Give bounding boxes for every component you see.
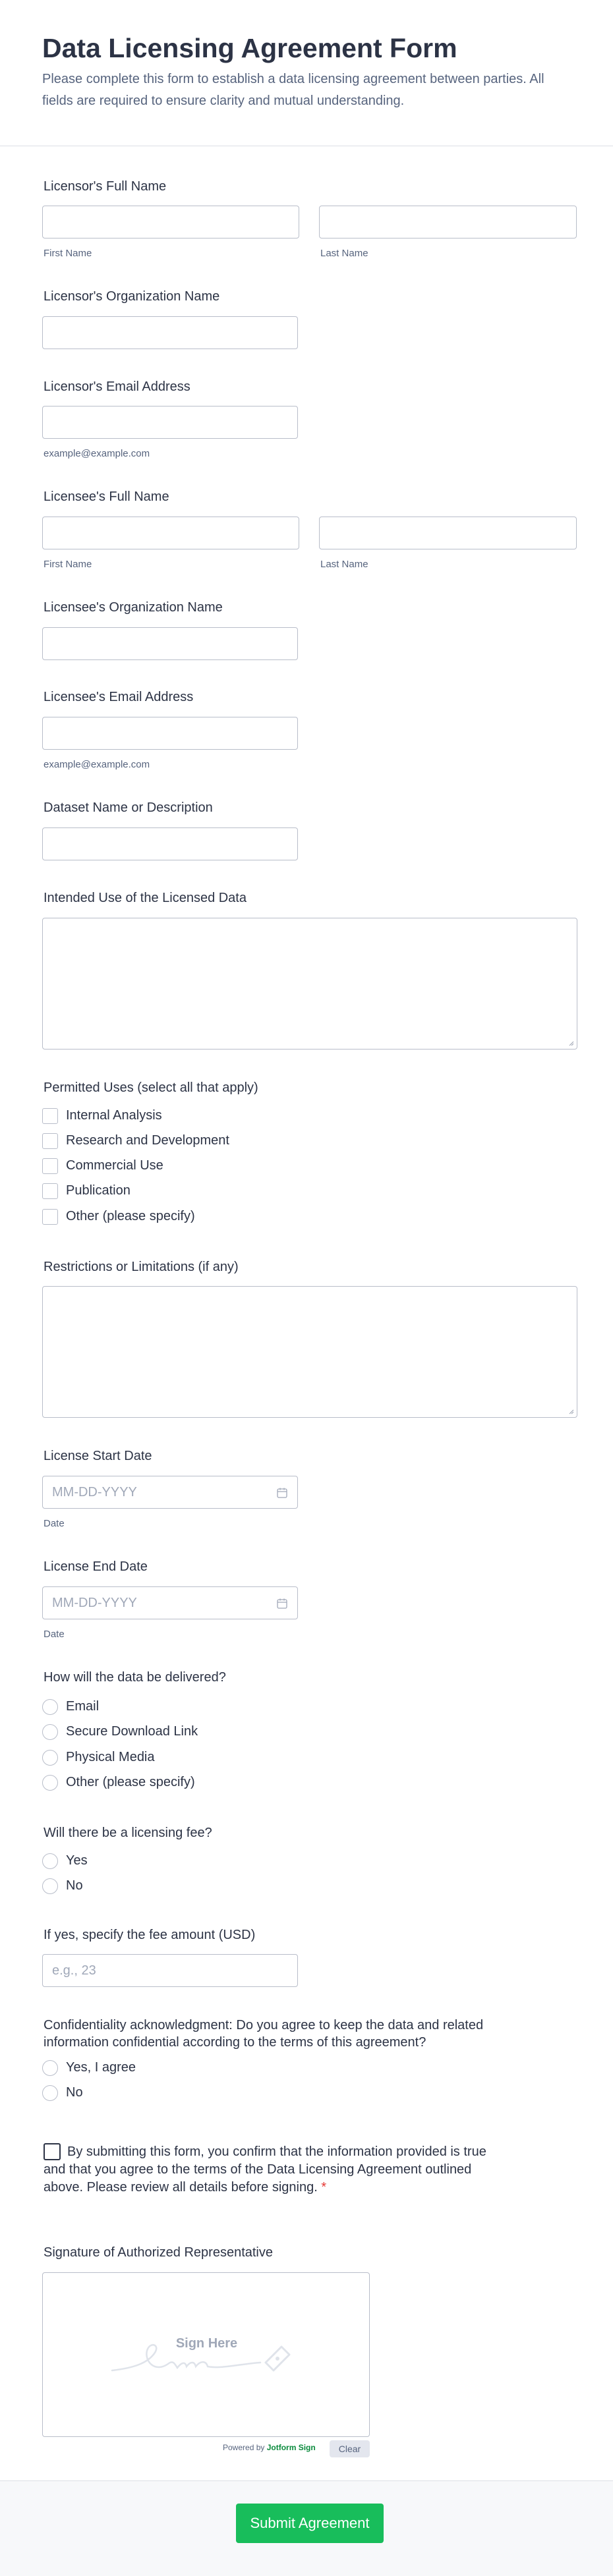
fee-label: Will there be a licensing fee? xyxy=(44,1826,212,1840)
restrictions-textarea[interactable] xyxy=(42,1286,577,1418)
radio[interactable] xyxy=(42,1775,58,1791)
permitted-uses-label: Permitted Uses (select all that apply) xyxy=(44,1080,258,1095)
submit-button[interactable]: Submit Agreement xyxy=(236,2504,384,2543)
checkbox[interactable] xyxy=(42,1108,58,1124)
licensee-email-sublabel: example@example.com xyxy=(44,759,150,770)
form-subtitle: Please complete this form to establish a data licensing agreement between parties. All fields are required to ensure clarity and mutual understanding. xyxy=(42,72,544,108)
form-title: Data Licensing Agreement Form xyxy=(42,33,457,63)
confidentiality-label: Confidentiality acknowledgment: Do you agree to keep the data and related information confidential according to the terms of this agreement? xyxy=(44,2018,484,2050)
licensee-email-label: Licensee's Email Address xyxy=(44,690,194,704)
licensor-name-label: Licensor's Full Name xyxy=(44,179,167,194)
licensee-last-name-sublabel: Last Name xyxy=(320,559,368,570)
radio[interactable] xyxy=(42,1853,58,1869)
fee-amount-placeholder: e.g., 23 xyxy=(52,1963,96,1978)
radio[interactable] xyxy=(42,1699,58,1715)
checkbox[interactable] xyxy=(42,1209,58,1225)
calendar-icon[interactable] xyxy=(276,1487,288,1499)
delivery-label: How will the data be delivered? xyxy=(44,1670,226,1685)
option-label: Internal Analysis xyxy=(66,1108,162,1123)
licensee-org-input[interactable] xyxy=(42,627,298,660)
consent-text xyxy=(44,2143,498,2197)
end-date-sublabel: Date xyxy=(44,1629,65,1640)
checkbox[interactable] xyxy=(42,1158,58,1174)
dataset-input[interactable] xyxy=(42,827,298,860)
resize-grip-icon[interactable] xyxy=(568,1408,574,1414)
signature-label: Signature of Authorized Representative xyxy=(44,2245,273,2260)
radio[interactable] xyxy=(42,1724,58,1740)
end-date-label: License End Date xyxy=(44,1559,148,1574)
resize-grip-icon[interactable] xyxy=(568,1040,574,1046)
start-date-placeholder: MM-DD-YYYY xyxy=(52,1485,137,1499)
fee-amount-label: If yes, specify the fee amount (USD) xyxy=(44,1928,256,1942)
option-label: Yes xyxy=(66,1853,88,1868)
radio[interactable] xyxy=(42,1750,58,1766)
licensor-email-label: Licensor's Email Address xyxy=(44,379,190,394)
signature-placeholder: Sign Here xyxy=(175,2336,238,2351)
signature-pad[interactable] xyxy=(42,2272,370,2437)
option-label: Publication xyxy=(66,1183,131,1198)
option-label: Other (please specify) xyxy=(66,1775,195,1789)
form-header xyxy=(0,0,613,146)
required-asterisk: * xyxy=(321,2180,327,2195)
option-label: Yes, I agree xyxy=(66,2060,136,2075)
licensor-org-input[interactable] xyxy=(42,316,298,349)
licensor-email-input[interactable] xyxy=(42,406,298,439)
calendar-icon[interactable] xyxy=(276,1598,288,1610)
consent-text-body: By submitting this form, you confirm that the information provided is true and that you agree to the terms of the Data Licensing Agreement outlined above. Please review all details before signing. xyxy=(44,2144,486,2195)
option-label: Physical Media xyxy=(66,1750,155,1764)
option-label: No xyxy=(66,2085,83,2100)
radio[interactable] xyxy=(42,2085,58,2101)
licensee-name-label: Licensee's Full Name xyxy=(44,490,169,504)
powered-by xyxy=(223,2443,316,2452)
licensee-last-name-input[interactable] xyxy=(319,517,577,549)
licensee-email-input[interactable] xyxy=(42,717,298,750)
option-label: Research and Development xyxy=(66,1133,229,1148)
option-label: Commercial Use xyxy=(66,1158,163,1173)
powered-by-text: Powered by xyxy=(223,2443,265,2452)
start-date-sublabel: Date xyxy=(44,1518,65,1529)
radio[interactable] xyxy=(42,2060,58,2076)
end-date-placeholder: MM-DD-YYYY xyxy=(52,1596,137,1610)
restrictions-label: Restrictions or Limitations (if any) xyxy=(44,1260,239,1274)
start-date-input[interactable] xyxy=(42,1476,298,1509)
licensee-org-label: Licensee's Organization Name xyxy=(44,600,223,615)
end-date-input[interactable] xyxy=(42,1586,298,1619)
dataset-label: Dataset Name or Description xyxy=(44,800,213,815)
option-label: Other (please specify) xyxy=(66,1209,195,1223)
intended-use-textarea[interactable] xyxy=(42,918,577,1050)
licensor-last-name-input[interactable] xyxy=(319,206,577,238)
option-label: Email xyxy=(66,1699,100,1714)
radio[interactable] xyxy=(42,1878,58,1894)
start-date-label: License Start Date xyxy=(44,1449,152,1463)
licensee-first-name-input[interactable] xyxy=(42,517,299,549)
checkbox[interactable] xyxy=(42,1133,58,1149)
licensor-org-label: Licensor's Organization Name xyxy=(44,289,220,304)
intended-use-label: Intended Use of the Licensed Data xyxy=(44,891,247,905)
fee-amount-input[interactable] xyxy=(42,1954,298,1987)
licensee-first-name-sublabel: First Name xyxy=(44,559,92,570)
licensor-last-name-sublabel: Last Name xyxy=(320,248,368,259)
clear-signature-button[interactable]: Clear xyxy=(330,2440,370,2457)
option-label: Secure Download Link xyxy=(66,1724,198,1739)
licensor-first-name-sublabel: First Name xyxy=(44,248,92,259)
checkbox[interactable] xyxy=(42,1183,58,1199)
option-label: No xyxy=(66,1878,83,1893)
jotform-sign-brand: Jotform Sign xyxy=(266,2443,316,2452)
licensor-email-sublabel: example@example.com xyxy=(44,448,150,459)
licensor-first-name-input[interactable] xyxy=(42,206,299,238)
